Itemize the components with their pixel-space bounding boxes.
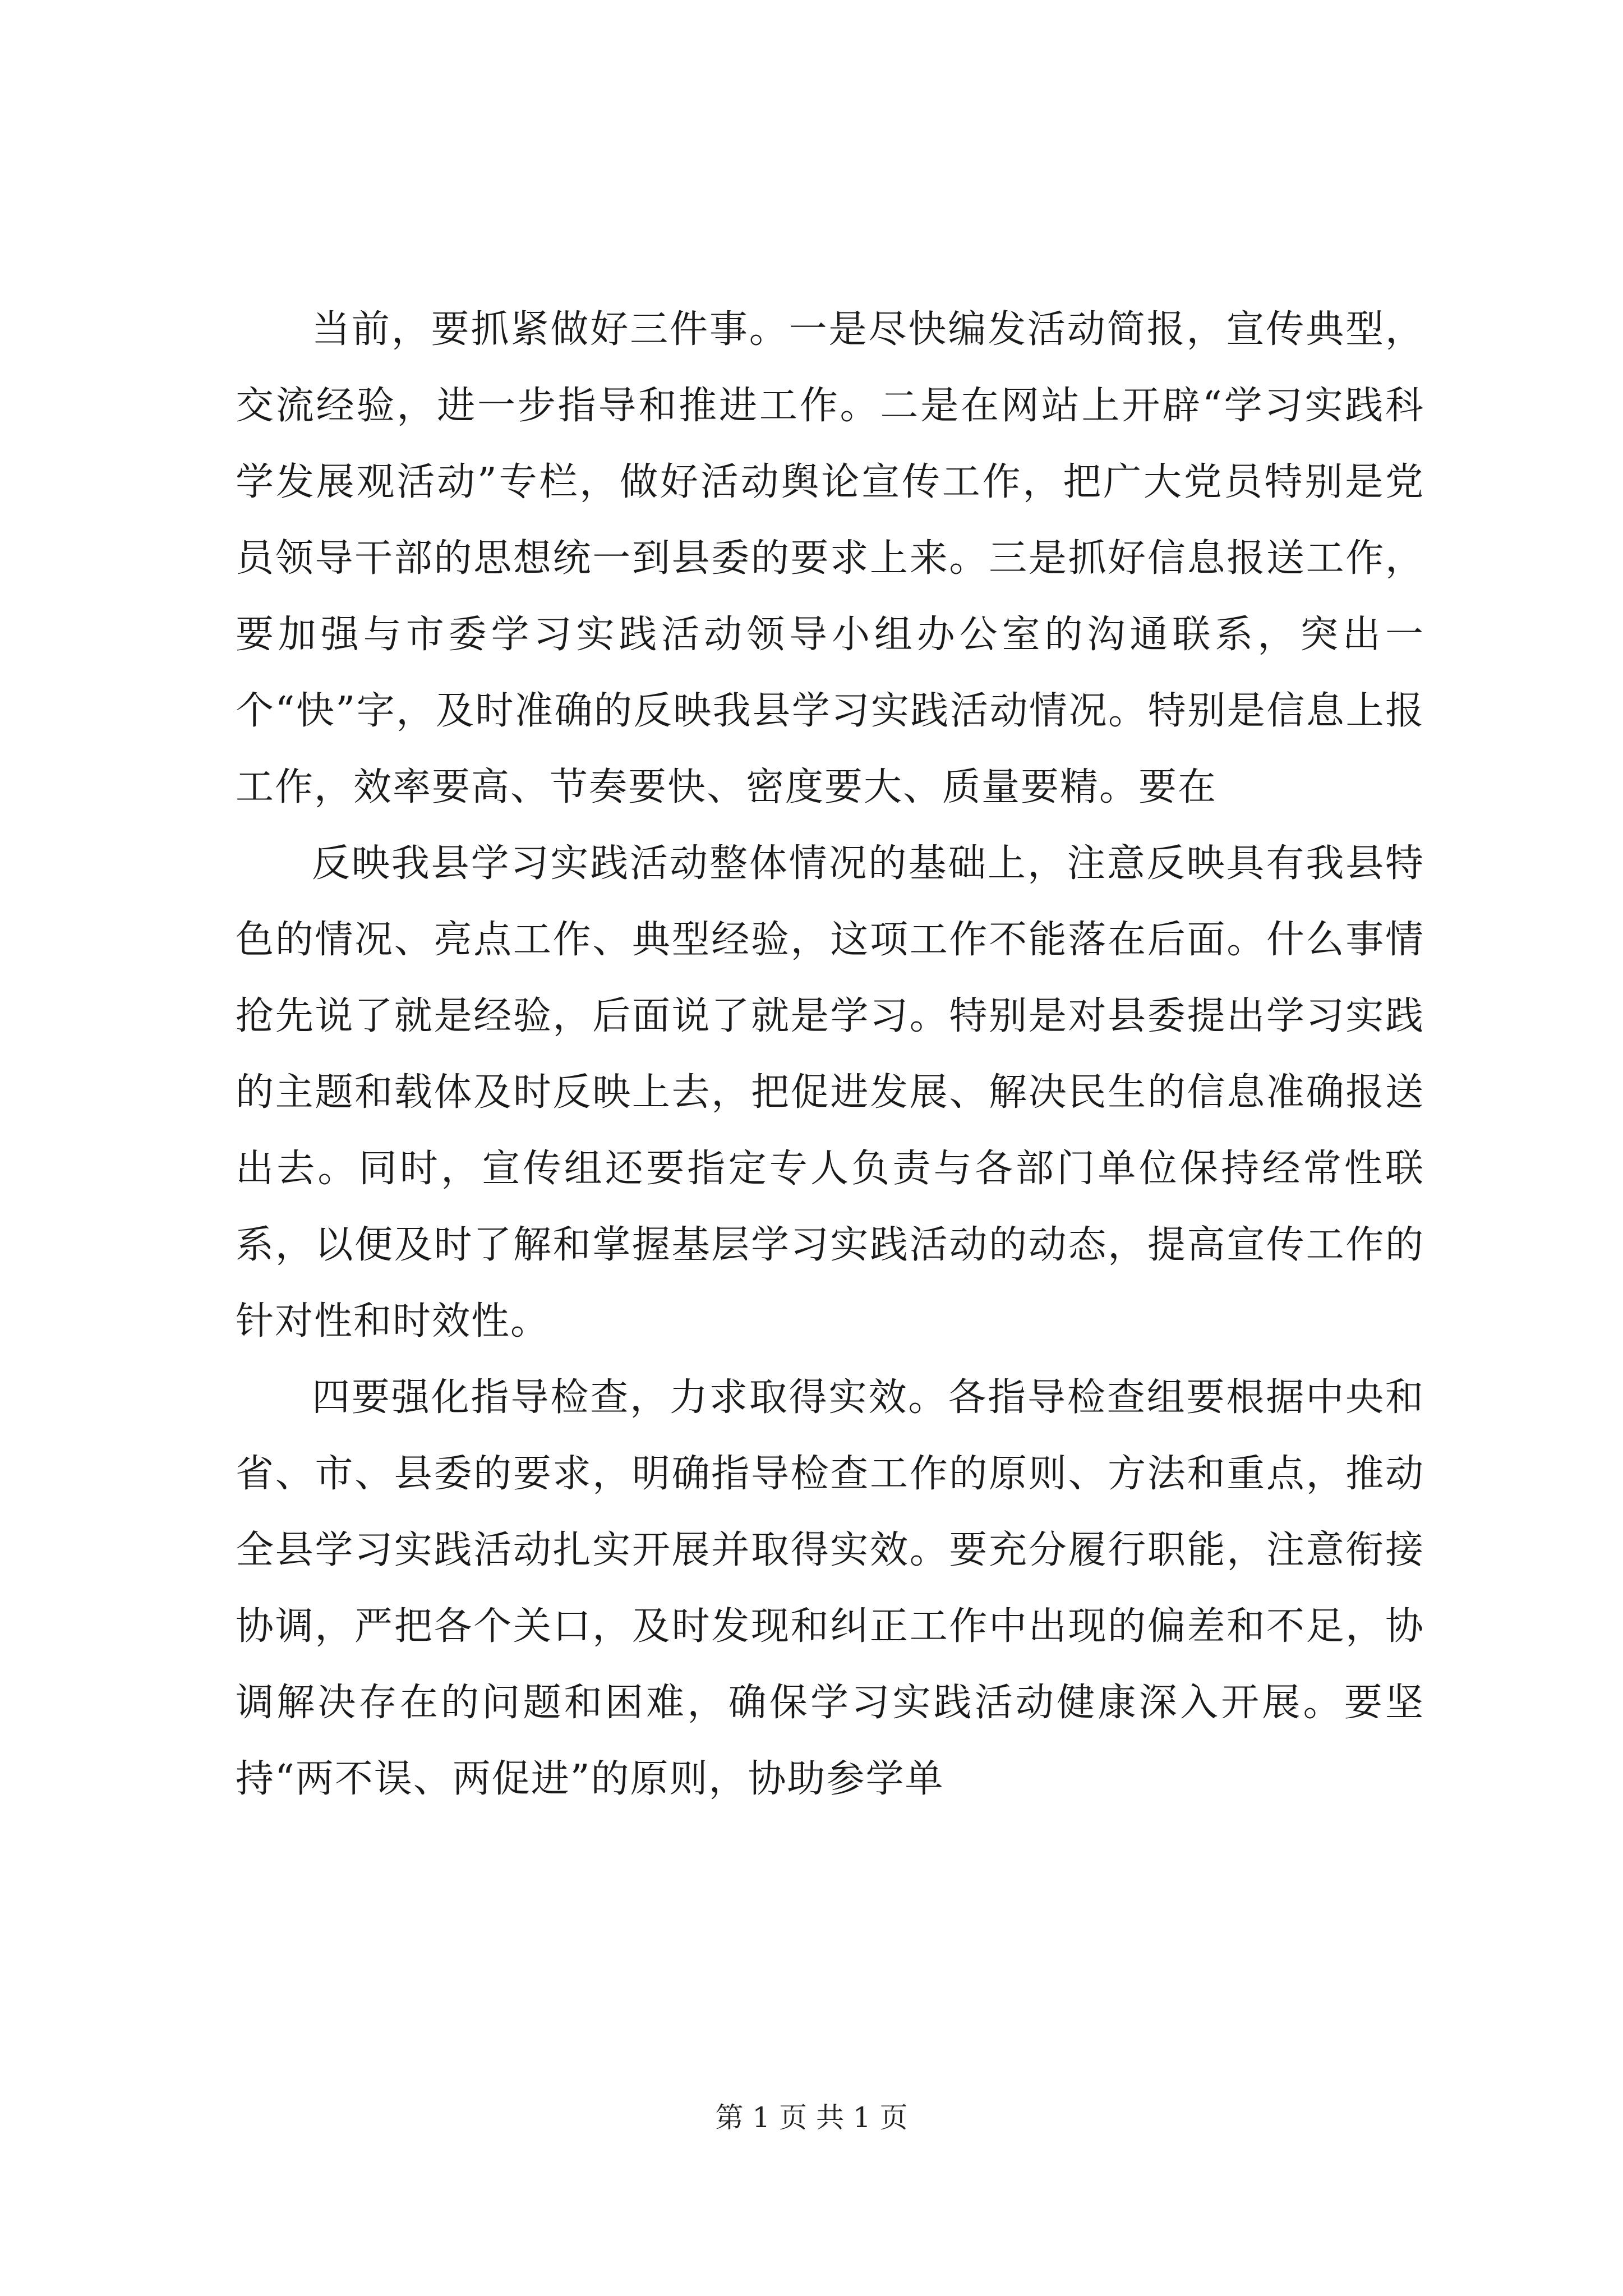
paragraph-3: 四要强化指导检查，力求取得实效。各指导检查组要根据中央和省、市、县委的要求，明确指导检查工作的原则、方法和重点，推动全县学习实践活动扎实开展并取得实效。要充分履行职能，注意衔接协调，严把各个关口，及时发现和纠正工作中出现的偏差和不足，协调解决存在的问题和困难，确保学习实践活动健康深入开展。要坚持“两不误、两促进”的原则，协助参学单 — [236, 1375, 1424, 1801]
page-footer: 第 1 页 共 1 页 — [715, 2101, 908, 2134]
paragraph-1: 当前，要抓紧做好三件事。一是尽快编发活动简报，宣传典型，交流经验，进一步指导和推进工作。二是在网站上开辟“学习实践科学发展观活动”专栏，做好活动舆论宣传工作，把广大党员特别是党员领导干部的思想统一到县委的要求上来。三是抓好信息报送工作，要加强与市委学习实践活动领导小组办公室的沟通联系，突出一个“快”字，及时准确的反映我县学习实践活动情况。特别是信息上报工作，效率要高、节奏要快、密度要大、质量要精。要在 — [236, 307, 1424, 809]
paragraph-2: 反映我县学习实践活动整体情况的基础上，注意反映具有我县特色的情况、亮点工作、典型经验，这项工作不能落在后面。什么事情抢先说了就是经验，后面说了就是学习。特别是对县委提出学习实践的主题和载体及时反映上去，把促进发展、解决民生的信息准确报送出去。同时，宣传组还要指定专人负责与各部门单位保持经常性联系，以便及时了解和掌握基层学习实践活动的动态，提高宣传工作的针对性和时效性。 — [236, 841, 1424, 1343]
document-body — [236, 292, 1424, 1818]
